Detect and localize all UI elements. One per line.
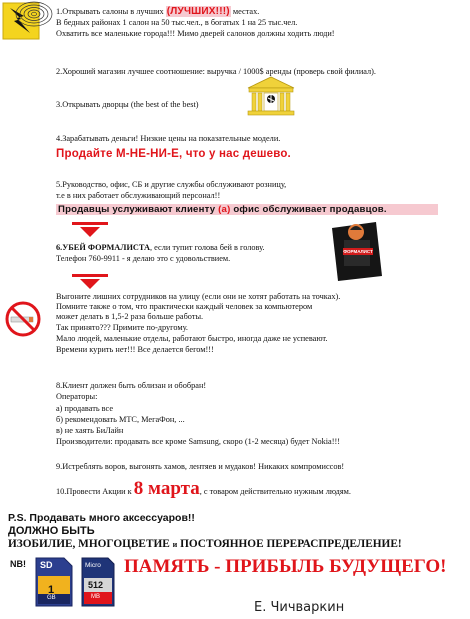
item-5-line-2: т.е в них работает обслуживающий персонал!! xyxy=(56,191,221,200)
ps-line-2: ДОЛЖНО БЫТЬ xyxy=(8,525,95,537)
ps-line-1: P.S. Продавать много аксессуаров!! xyxy=(8,512,195,524)
item-1-best-highlight: (ЛУЧШИХ!!!) xyxy=(166,6,230,17)
item-8-line-3: а) продавать все xyxy=(56,404,114,413)
item-7-line-5: Мало людей, маленькие отделы, работают быстро, иногда даже не успевают. xyxy=(56,334,328,343)
formalist-book-label: ФОРМАЛИСТ xyxy=(343,249,373,254)
memory-card-sd xyxy=(34,556,74,608)
memory-card-micro-size: 512 xyxy=(88,580,104,590)
item-5-line-1: 5.Руководство, офис, СБ и другие службы обслуживают розницу, xyxy=(56,180,287,189)
item-8-line-6: Производители: продавать все кроме Samsung, скоро (1-2 месяца) будет Nokia!!! xyxy=(56,437,341,446)
item-7-line-4: Так принято??? Примите по-другому. xyxy=(56,323,188,332)
item-1-line-1: 1.Открывать салоны в лучших (ЛУЧШИХ!!!) местах. xyxy=(56,6,260,17)
signature: Е. Чичваркин xyxy=(254,600,345,615)
memory-card-sd-brand: SD xyxy=(40,560,53,570)
memory-slogan: ПАМЯТЬ - ПРИБЫЛЬ БУДУЩЕГО! xyxy=(124,556,447,577)
formalist-book-icon xyxy=(326,218,386,282)
item-4-text: 4.Зарабатывать деньги! Низкие цены на показательные модели. xyxy=(56,134,281,143)
item-7-line-2: Помните также о том, что практически каждый человек за компьютером xyxy=(56,302,313,311)
item-8-line-5: в) не хаять БиЛайн xyxy=(56,426,124,435)
item-7-arrow-icon xyxy=(70,274,110,288)
item-5-slogan: Продавцы услуживают клиенту (а) офис обслуживает продавцов. xyxy=(58,204,387,215)
memory-card-micro-unit: MB xyxy=(91,594,100,600)
item-7-line-1: Выгоните лишних сотрудников на улицу (если они не хотят работать на точках). xyxy=(56,292,341,301)
palace-icon xyxy=(246,76,296,116)
memory-card-sd-size: 1 xyxy=(48,584,55,596)
item-9-text: 9.Истреблять воров, выгонять хамов, лентяев и мудаков! Никаких компромиссов! xyxy=(56,462,345,471)
item-10-text: 10.Провести Акции к 8 марта, с товаром действительно нужным людям. xyxy=(56,478,351,499)
memory-card-sd-unit: GB xyxy=(47,595,56,601)
item-8-line-4: б) рекомендовать МТС, МегаФон, ... xyxy=(56,415,185,424)
memory-card-micro-brand: Micro xyxy=(85,562,101,569)
item-1-line-3: Охватить все маленькие города!!! Мимо дверей салонов должны ходить люди! xyxy=(56,29,335,38)
item-2-text: 2.Хороший магазин лучшее соотношение: выручка / 1000$ аренды (проверь свой филиал). xyxy=(56,67,376,76)
item-8-line-1: 8.Клиент должен быть облизан и обобран! xyxy=(56,381,207,390)
item-6-arrow-icon xyxy=(70,222,110,236)
item-6-line-2: Телефон 760-9911 - я делаю это с удовольствием. xyxy=(56,254,231,263)
memory-card-micro xyxy=(80,556,116,608)
item-3-text: 3.Открывать дворцы (the best of the best) xyxy=(56,100,199,109)
item-7-line-6: Времени курить нет!!! Все делается бегом!!! xyxy=(56,345,214,354)
item-1-line-2: В бедных районах 1 салон на 50 тыс.чел., в богатых 1 на 25 тыс.чел. xyxy=(56,18,298,27)
ps-line-3: ИЗОБИЛИЕ, МНОГОЦВЕТИЕ и ПОСТОЯННОЕ ПЕРЕРАСПРЕДЕЛЕНИЕ! xyxy=(8,538,402,550)
item-4-slogan: Продайте М-НЕ-НИ-Е, что у нас дешево. xyxy=(56,148,291,160)
item-6-line-1: 6.УБЕЙ ФОРМАЛИСТА, если тупит голова бей в голову. xyxy=(56,243,265,252)
nb-label: NB! xyxy=(10,559,26,569)
item-7-line-3: может делать в 1,5-2 раза больше работы. xyxy=(56,312,204,321)
item-8-line-2: Операторы: xyxy=(56,392,98,401)
no-smoking-icon xyxy=(4,300,42,338)
spiral-target-icon xyxy=(4,0,56,56)
